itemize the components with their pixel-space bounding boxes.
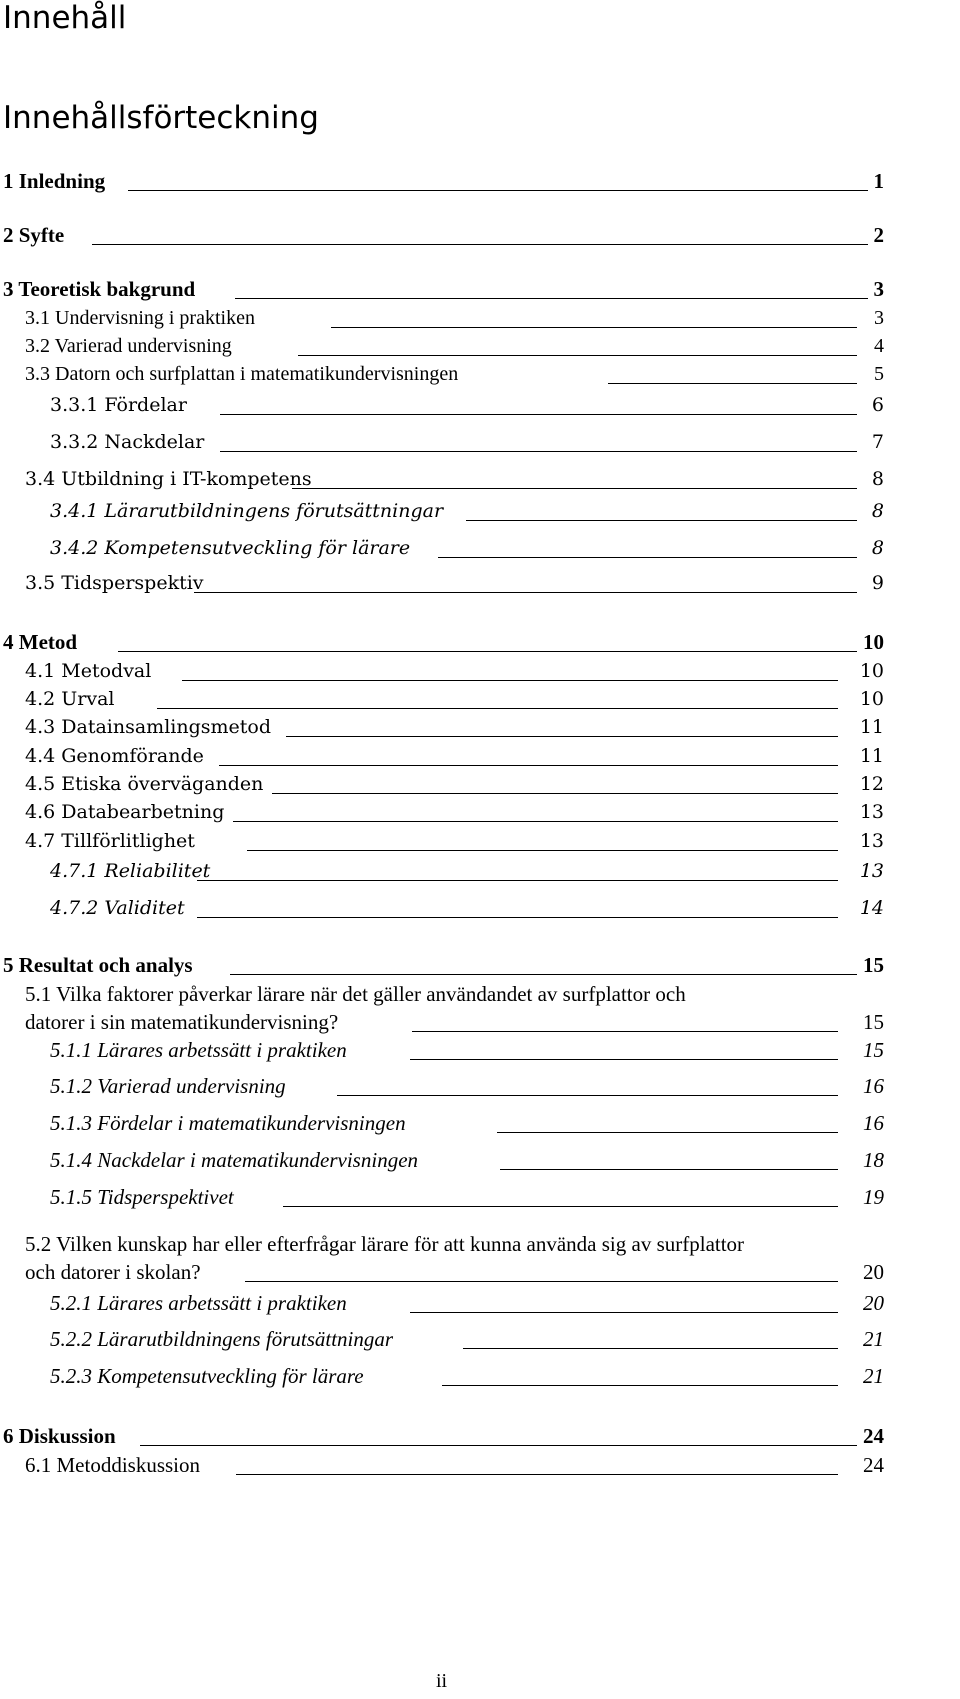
toc-leader-line (247, 850, 838, 851)
toc-entry-page: 16 (863, 1074, 884, 1098)
toc-entry[interactable] (0, 1452, 960, 1486)
toc-leader-line (220, 414, 857, 415)
toc-entry-page: 13 (859, 801, 884, 823)
toc-entry-label: 5.2.3 Kompetensutveckling för lärare (50, 1364, 364, 1388)
toc-entry[interactable] (0, 168, 960, 202)
toc-entry-label: 4.7.1 Reliabilitet (50, 860, 211, 882)
toc-entry-page: 1 (873, 169, 884, 193)
toc-entry-label: 5 Resultat och analys (3, 953, 193, 977)
toc-leader-line (410, 1059, 838, 1060)
toc-entry-label: 6 Diskussion (3, 1424, 116, 1448)
toc-entry-page: 12 (859, 773, 884, 795)
toc-entry-label: 4.4 Genomförande (25, 745, 204, 767)
toc-entry[interactable] (0, 895, 960, 929)
toc-entry[interactable] (0, 1184, 960, 1218)
toc-entry[interactable] (0, 1231, 960, 1293)
toc-entry-label: 6.1 Metoddiskussion (25, 1453, 201, 1477)
toc-leader-line (128, 190, 868, 191)
toc-leader-line (331, 327, 857, 328)
toc-entry-label: 4.7 Tillförlitlighet (25, 830, 195, 852)
toc-entry[interactable] (0, 429, 960, 463)
toc-entry-label: 3.5 Tidsperspektiv (25, 572, 204, 594)
toc-leader-line (219, 765, 838, 766)
toc-entry-label: 5.2.2 Lärarutbildningens förutsättningar (50, 1327, 394, 1351)
page-number: ii (436, 1670, 448, 1692)
toc-leader-line (236, 1474, 838, 1475)
toc-entry-label: 3 Teoretisk bakgrund (3, 277, 196, 301)
toc-entry-label: 4.1 Metodval (25, 660, 152, 682)
toc-leader-line (140, 1445, 857, 1446)
toc-entry-label: 5.1.5 Tidsperspektivet (50, 1185, 234, 1209)
toc-leader-line (197, 880, 838, 881)
toc-entry-page: 8 (871, 468, 884, 490)
toc-entry-label: 4 Metod (3, 630, 78, 654)
toc-entry-page: 7 (871, 431, 884, 453)
toc-entry[interactable] (0, 498, 960, 532)
toc-leader-line (463, 1348, 838, 1349)
toc-entry-page: 9 (871, 572, 884, 594)
toc-entry[interactable] (0, 1110, 960, 1144)
toc-leader-line (500, 1169, 838, 1170)
toc-leader-line (438, 557, 857, 558)
toc-entry-page: 20 (863, 1260, 884, 1284)
toc-leader-line (92, 244, 868, 245)
toc-leader-line (466, 520, 857, 521)
toc-entry-page: 11 (859, 716, 884, 738)
toc-entry-label: 4.2 Urval (25, 688, 115, 710)
toc-entry-label: 4.6 Databearbetning (25, 801, 225, 823)
toc-leader-line (182, 680, 838, 681)
toc-entry-page: 21 (863, 1327, 884, 1351)
toc-entry-label: 1 Inledning (3, 169, 106, 193)
toc-entry[interactable] (0, 466, 960, 500)
toc-entry-page: 14 (859, 897, 884, 919)
toc-leader-line (337, 1095, 838, 1096)
toc-entry-page: 3 (873, 277, 884, 301)
toc-entry[interactable] (0, 535, 960, 569)
toc-entry-label-line1: 5.1 Vilka faktorer påverkar lärare när det gäller användandet av surfplattor och (25, 982, 686, 1006)
toc-entry-page: 18 (863, 1148, 884, 1172)
toc-entry-label: 5.1.2 Varierad undervisning (50, 1074, 286, 1098)
toc-entry-page: 10 (863, 630, 884, 654)
toc-leader-line (286, 736, 838, 737)
toc-entry[interactable] (0, 1037, 960, 1071)
toc-leader-line (220, 451, 857, 452)
page-heading: Innehåll (3, 0, 127, 36)
toc-leader-line (292, 488, 857, 489)
toc-entry-page: 21 (863, 1364, 884, 1388)
toc-entry-label: 3.1 Undervisning i praktiken (25, 307, 255, 329)
toc-leader-line (235, 298, 868, 299)
toc-entry[interactable] (0, 981, 960, 1043)
toc-entry[interactable] (0, 570, 960, 604)
toc-entry-page: 24 (863, 1424, 884, 1448)
toc-entry-label: 3.4 Utbildning i IT-kompetens (25, 468, 312, 490)
toc-leader-line (272, 793, 838, 794)
toc-entry-page: 10 (859, 688, 884, 710)
toc-entry-label: 3.3.1 Fördelar (50, 394, 187, 416)
toc-entry-label: 5.1.1 Lärares arbetssätt i praktiken (50, 1038, 347, 1062)
toc-entry-label: 2 Syfte (3, 223, 65, 247)
toc-leader-line (230, 974, 857, 975)
toc-entry-label: 3.2 Varierad undervisning (25, 335, 232, 357)
toc-entry-page: 6 (871, 394, 884, 416)
toc-entry-label: 3.4.1 Lärarutbildningens förutsättningar (50, 500, 444, 522)
toc-entry-page: 10 (859, 660, 884, 682)
toc-leader-line (157, 708, 838, 709)
toc-leader-line (412, 1031, 838, 1032)
toc-entry[interactable] (0, 858, 960, 892)
toc-leader-line (233, 821, 838, 822)
toc-entry-label: 3.3.2 Nackdelar (50, 431, 205, 453)
toc-entry[interactable] (0, 1326, 960, 1360)
toc-entry-label: 4.7.2 Validitet (50, 897, 185, 919)
toc-leader-line (497, 1132, 838, 1133)
toc-entry-label-line1: 5.2 Vilken kunskap har eller efterfrågar lärare för att kunna använda sig av surfplattor (25, 1232, 745, 1256)
toc-entry-page: 19 (863, 1185, 884, 1209)
toc-entry-label: 3.4.2 Kompetensutveckling för lärare (50, 537, 411, 559)
toc-entry-label: 5.1.3 Fördelar i matematikundervisningen (50, 1111, 406, 1135)
toc-leader-line (298, 355, 857, 356)
toc-entry[interactable] (0, 1147, 960, 1181)
toc-entry-page: 20 (863, 1291, 884, 1315)
toc-entry-page: 15 (863, 953, 884, 977)
toc-entry-label: 4.5 Etiska överväganden (25, 773, 264, 795)
toc-title: Innehållsförteckning (3, 100, 319, 136)
toc-leader-line (118, 651, 857, 652)
toc-leader-line (194, 592, 857, 593)
toc-entry[interactable] (0, 1290, 960, 1324)
toc-entry-label: 3.3 Datorn och surfplattan i matematikundervisningen (25, 363, 459, 385)
toc-entry-page: 2 (873, 223, 884, 247)
toc-leader-line (283, 1206, 838, 1207)
toc-entry[interactable] (0, 361, 960, 395)
toc-entry-page: 3 (874, 307, 884, 329)
toc-entry-label: datorer i sin matematikundervisning? (25, 1010, 339, 1034)
toc-entry-page: 16 (863, 1111, 884, 1135)
toc-leader-line (442, 1385, 838, 1386)
toc-entry[interactable] (0, 1073, 960, 1107)
toc-entry-page: 24 (863, 1453, 884, 1477)
toc-entry-page: 4 (874, 335, 884, 357)
toc-entry[interactable] (0, 222, 960, 256)
toc-entry-page: 15 (863, 1038, 884, 1062)
toc-leader-line (197, 917, 838, 918)
toc-entry-page: 11 (859, 745, 884, 767)
toc-leader-line (608, 383, 857, 384)
toc-entry-page: 13 (859, 830, 884, 852)
toc-leader-line (410, 1312, 838, 1313)
toc-entry[interactable] (0, 392, 960, 426)
toc-entry-page: 8 (871, 537, 884, 559)
toc-entry-label: 5.2.1 Lärares arbetssätt i praktiken (50, 1291, 347, 1315)
toc-entry-page: 5 (874, 363, 884, 385)
toc-entry-label: 4.3 Datainsamlingsmetod (25, 716, 271, 738)
toc-entry-page: 13 (859, 860, 884, 882)
toc-entry[interactable] (0, 828, 960, 862)
toc-entry[interactable] (0, 1363, 960, 1397)
toc-entry-page: 8 (871, 500, 884, 522)
toc-entry-page: 15 (863, 1010, 884, 1034)
toc-entry-label: och datorer i skolan? (25, 1260, 201, 1284)
toc-leader-line (245, 1281, 838, 1282)
toc-entry-label: 5.1.4 Nackdelar i matematikundervisningen (50, 1148, 419, 1172)
